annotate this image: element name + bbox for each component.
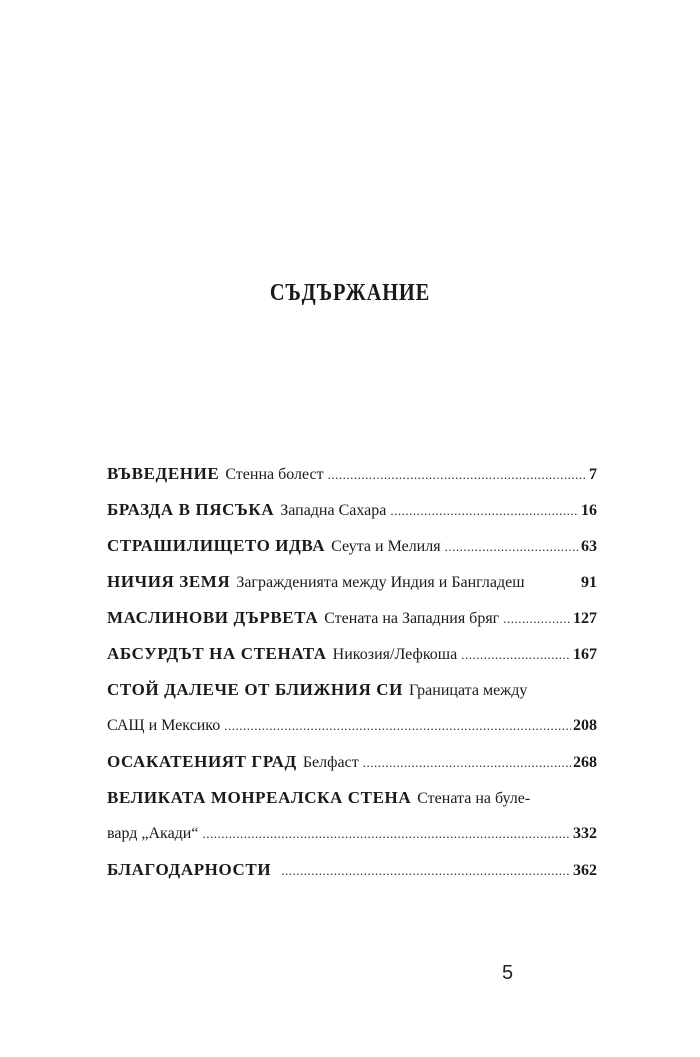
- dot-leader: [445, 529, 579, 565]
- dot-leader: [281, 853, 571, 889]
- toc-entry-olive-trees: [107, 600, 597, 636]
- toc-entry-no-mans-land: [107, 564, 597, 600]
- toc-page-number: 63: [581, 538, 597, 555]
- toc-entry-montreal-cont: [107, 816, 597, 852]
- dot-leader: [202, 816, 571, 852]
- toc-heading: ОСАКАТЕНИЯТ ГРАД: [107, 752, 297, 771]
- toc-entry-ceuta-melilla: [107, 528, 597, 564]
- toc-entry-introduction: [107, 456, 597, 492]
- toc-subtitle: Никозия/Лефкоша: [332, 646, 458, 663]
- toc-page-number: 16: [581, 502, 597, 519]
- dot-leader: [503, 601, 571, 637]
- toc-entry-belfast: [107, 744, 597, 780]
- toc-entry-us-mexico-cont: [107, 708, 597, 744]
- toc-page-number: 127: [573, 610, 597, 627]
- toc-page-number: 91: [581, 574, 597, 591]
- toc-heading: МАСЛИНОВИ ДЪРВЕТА: [107, 608, 319, 627]
- toc-subtitle: Границата между: [408, 682, 528, 699]
- toc-heading: ВЪВЕДЕНИЕ: [107, 464, 220, 483]
- toc-subtitle: Западна Сахара: [280, 502, 387, 519]
- toc-page-number: 332: [573, 825, 597, 842]
- toc-subtitle-continued: вард „Акади“: [107, 825, 199, 842]
- toc-page-number: 167: [573, 646, 597, 663]
- table-of-contents: [107, 456, 597, 888]
- toc-entry-western-sahara: [107, 492, 597, 528]
- toc-subtitle-continued: САЩ и Мексико: [107, 717, 221, 734]
- toc-subtitle: Стенна болест: [225, 466, 324, 483]
- dot-leader: [461, 637, 571, 673]
- toc-entry-nicosia: [107, 636, 597, 672]
- toc-entry-us-mexico: [107, 672, 597, 708]
- toc-heading: ВЕЛИКАТА МОНРЕАЛСКА СТЕНА: [107, 788, 412, 807]
- toc-entry-acknowledgements: [107, 852, 597, 888]
- toc-subtitle: Стената на буле-: [417, 790, 531, 807]
- toc-page-number: 268: [573, 754, 597, 771]
- page-title: СЪДЪРЖАНИЕ: [269, 280, 431, 306]
- toc-heading: НИЧИЯ ЗЕМЯ: [107, 572, 231, 591]
- toc-heading: БЛАГОДАРНОСТИ: [107, 860, 272, 879]
- toc-heading: БРАЗДА В ПЯСЪКА: [107, 500, 275, 519]
- toc-subtitle: Сеута и Мелиля: [331, 538, 441, 555]
- page-number: 5: [502, 962, 514, 984]
- toc-heading: АБСУРДЪТ НА СТЕНАТА: [107, 644, 327, 663]
- dot-leader: [224, 708, 571, 744]
- toc-subtitle: Белфаст: [302, 754, 359, 771]
- dot-leader: [363, 745, 571, 781]
- toc-heading: СТРАШИЛИЩЕТО ИДВА: [107, 536, 326, 555]
- toc-subtitle: Загражденията между Индия и Бангладеш: [236, 574, 525, 591]
- toc-page-number: 208: [573, 717, 597, 734]
- toc-heading: СТОЙ ДАЛЕЧЕ ОТ БЛИЖНИЯ СИ: [107, 680, 403, 699]
- toc-page-number: 7: [589, 466, 597, 483]
- dot-leader: [390, 493, 579, 529]
- dot-leader: [328, 457, 587, 493]
- toc-page-number: 362: [573, 862, 597, 879]
- toc-entry-montreal: [107, 780, 597, 816]
- toc-subtitle: Стената на Западния бряг: [324, 610, 500, 627]
